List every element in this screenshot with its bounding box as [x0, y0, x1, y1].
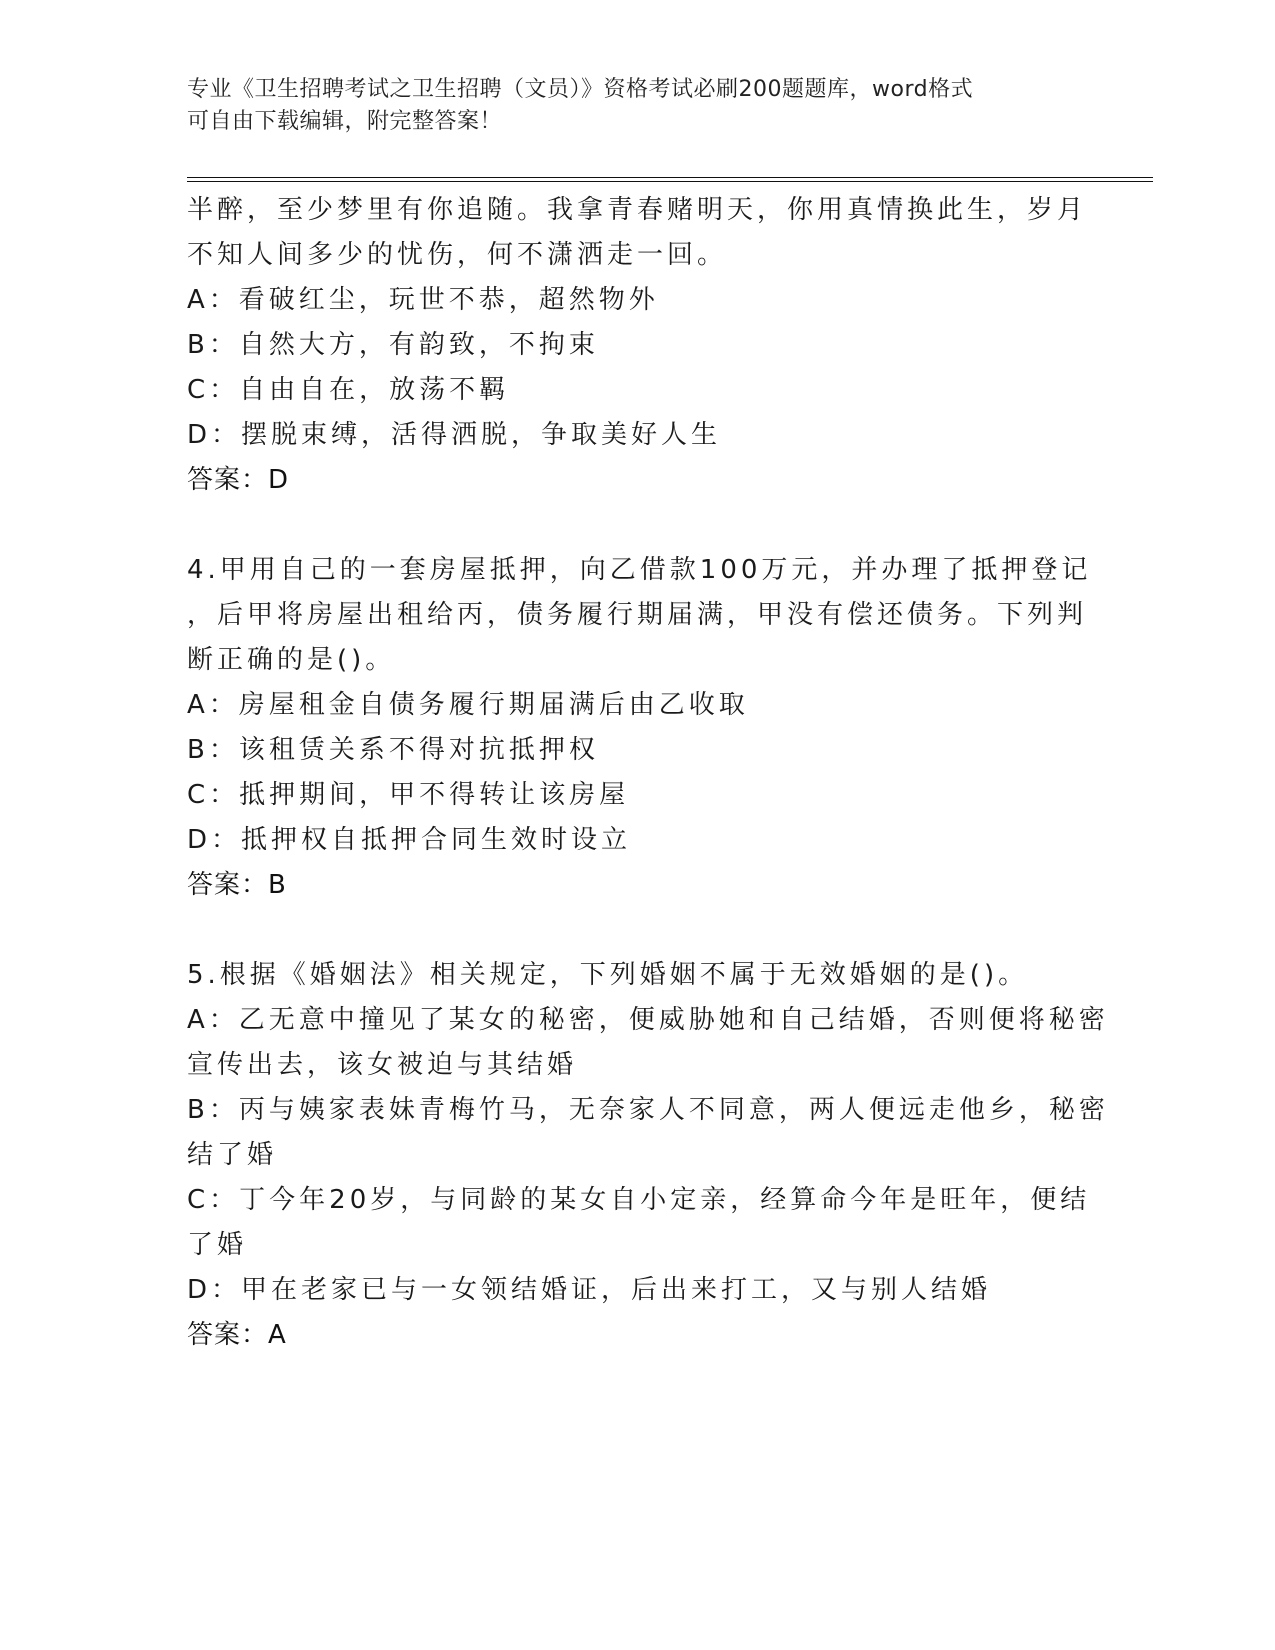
option-c: C：抵押期间，甲不得转让该房屋 [187, 780, 630, 810]
option-b: B：自然大方，有韵致，不拘束 [187, 330, 599, 360]
option-c-continued: 了婚 [187, 1230, 248, 1260]
option-a-continued: 宣传出去，该女被迫与其结婚 [187, 1050, 578, 1080]
answer-label: 答案：D [187, 465, 290, 495]
spacer [187, 908, 1087, 953]
option-b: B：该租赁关系不得对抗抵押权 [187, 735, 599, 765]
question-text-line: 不知人间多少的忧伤，何不潇洒走一回。 [187, 240, 728, 270]
question-list [187, 188, 1109, 1358]
question-text-line: 5.根据《婚姻法》相关规定，下列婚姻不属于无效婚姻的是()。 [187, 960, 1029, 990]
question-5 [187, 953, 1109, 1358]
spacer [187, 503, 1087, 548]
option-b-continued: 结了婚 [187, 1140, 278, 1170]
option-a: A：看破红尘，玩世不恭，超然物外 [187, 285, 659, 315]
question-3 [187, 188, 1087, 503]
question-text-line: 半醉，至少梦里有你追随。我拿青春赌明天，你用真情换此生，岁月 [187, 195, 1088, 225]
answer-label: 答案：B [187, 870, 287, 900]
header-line-1: 专业《卫生招聘考试之卫生招聘（文员）》资格考试必刷200题题库，word格式 [187, 77, 974, 102]
question-text-line: 4.甲用自己的一套房屋抵押，向乙借款100万元，并办理了抵押登记 [187, 555, 1092, 585]
option-a: A：房屋租金自债务履行期届满后由乙收取 [187, 690, 749, 720]
question-4 [187, 548, 1092, 908]
option-d: D：抵押权自抵押合同生效时设立 [187, 825, 632, 855]
option-c: C：丁今年20岁，与同龄的某女自小定亲，经算命今年是旺年，便结 [187, 1185, 1091, 1215]
header-line-2: 可自由下载编辑，附完整答案！ [187, 109, 503, 134]
option-d: D：摆脱束缚，活得洒脱，争取美好人生 [187, 420, 722, 450]
option-c: C：自由自在，放荡不羁 [187, 375, 510, 405]
option-b: B：丙与姨家表妹青梅竹马，无奈家人不同意，两人便远走他乡，秘密 [187, 1095, 1109, 1125]
question-text-line: ，后甲将房屋出租给丙，债务履行期届满，甲没有偿还债务。下列判 [187, 600, 1088, 630]
option-a: A：乙无意中撞见了某女的秘密，便威胁她和自己结婚，否则便将秘密 [187, 1005, 1109, 1035]
header-divider [187, 177, 1153, 182]
answer-label: 答案：A [187, 1320, 287, 1350]
document-header [187, 74, 1087, 138]
option-d: D：甲在老家已与一女领结婚证，后出来打工，又与别人结婚 [187, 1275, 992, 1305]
question-text-line: 断正确的是()。 [187, 645, 396, 675]
